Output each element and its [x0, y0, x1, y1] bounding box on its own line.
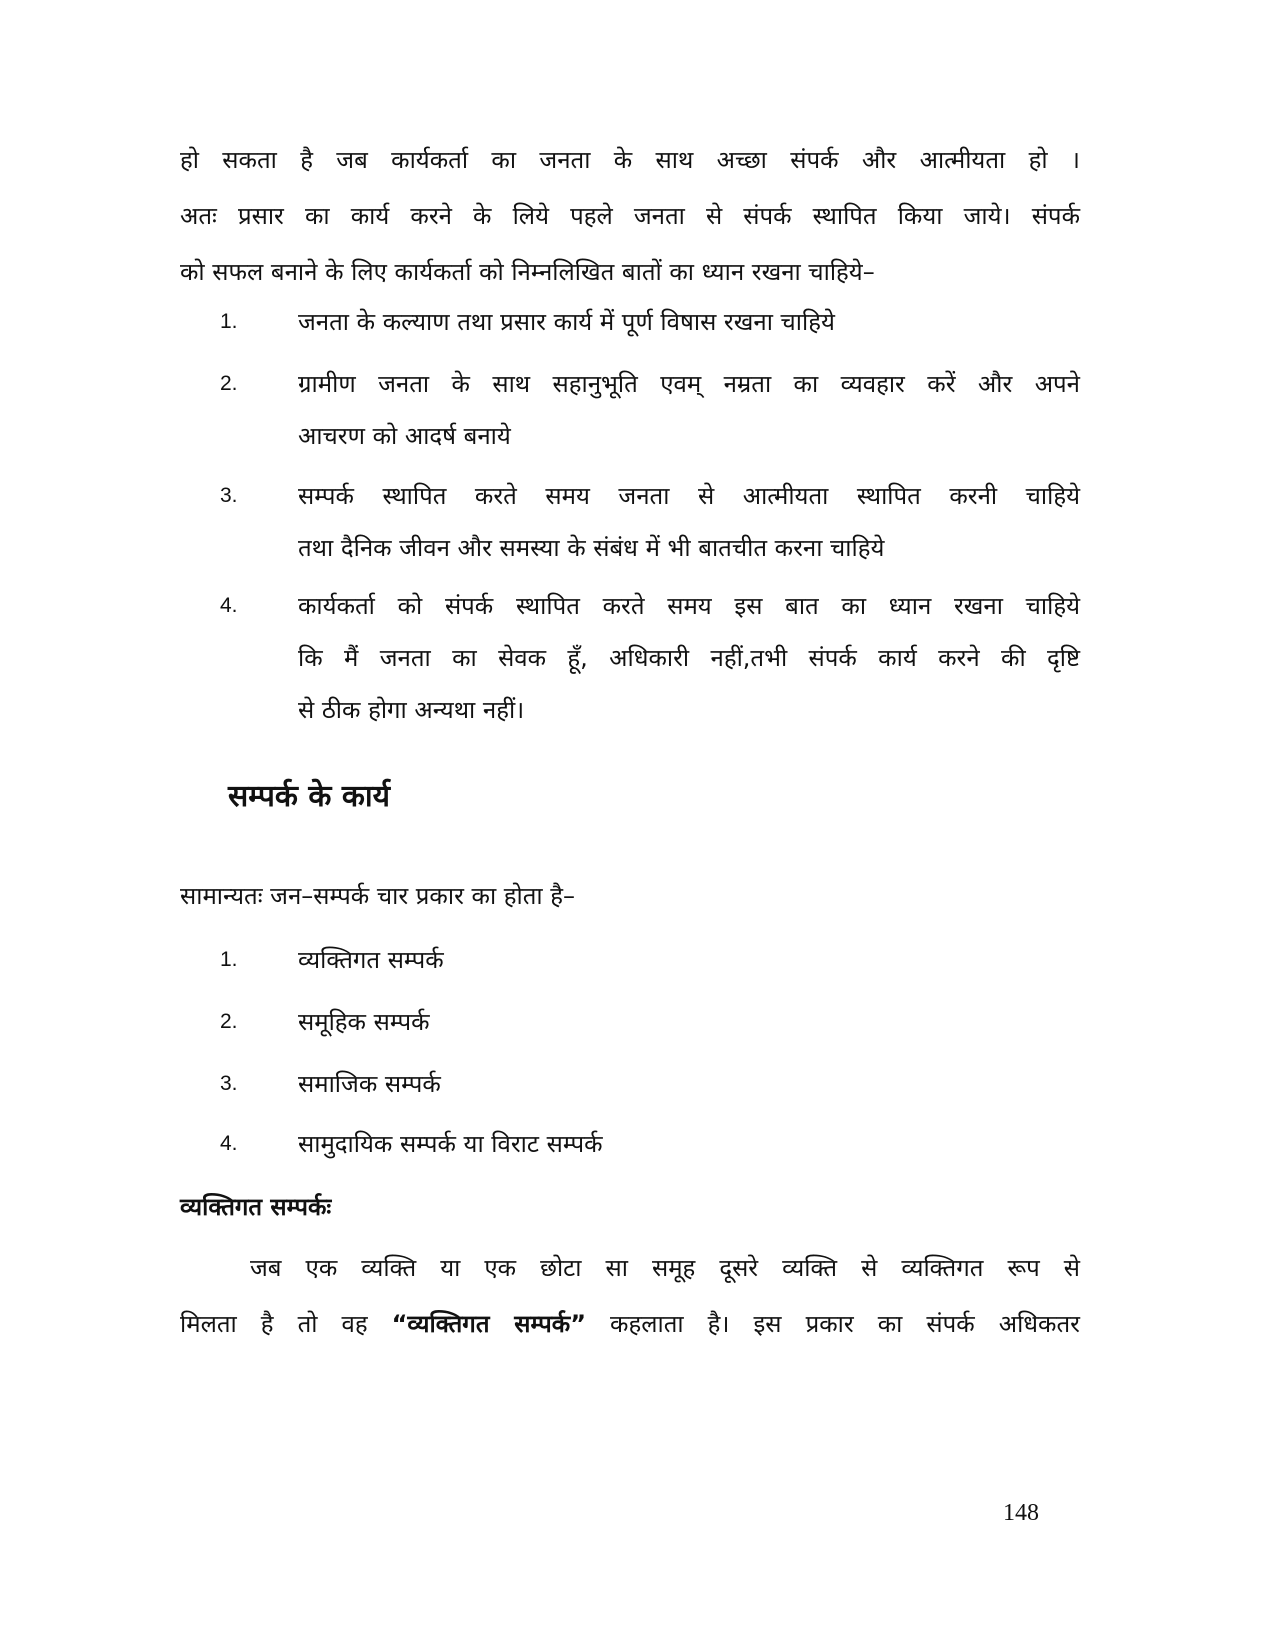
- types-intro: [180, 870, 1080, 922]
- sub-heading: व्यक्तिगत सम्पर्कः: [180, 1193, 332, 1221]
- list-text: कार्यकर्ता को संपर्क स्थापित करते समय इस बात का ध्यान रखना चाहिये कि मैं जनता का सेवक हूँ, अधिकारी नहीं,तभी संपर्क कार्य करने की दृष्टि से ठीक होगा अन्यथा नहीं।: [298, 592, 1080, 724]
- list-number: 3.: [220, 484, 238, 507]
- list-text: सम्पर्क स्थापित करते समय जनता से आत्मीयता स्थापित करनी चाहिये तथा दैनिक जीवन और समस्या के संबंध में भी बातचीत करना चाहिये: [298, 482, 1080, 562]
- intro-line: को सफल बनाने के लिए कार्यकर्ता को निम्नलिखित बातों का ध्यान रखना चाहिये–: [180, 258, 875, 286]
- list-number: 1.: [220, 310, 238, 333]
- page-number: 148: [1003, 1500, 1039, 1526]
- list-text: व्यक्तिगत सम्पर्क: [298, 946, 444, 974]
- list-number: 3.: [220, 1072, 238, 1095]
- list-text: ग्रामीण जनता के साथ सहानुभूति एवम् नम्रता का व्यवहार करें और अपने आचरण को आदर्ष बनाये: [298, 370, 1080, 450]
- intro-paragraph: [180, 132, 1080, 300]
- bold-term: “व्यक्तिगत सम्पर्क”: [391, 1310, 586, 1338]
- list-number: 4.: [220, 1132, 238, 1155]
- list-number: 4.: [220, 594, 238, 617]
- list-number: 2.: [220, 372, 238, 395]
- list-text: समाजिक सम्पर्क: [298, 1070, 441, 1098]
- list-number: 1.: [220, 948, 238, 971]
- section-heading: सम्पर्क के कार्य: [228, 779, 391, 814]
- closing-line: जब एक व्यक्ति या एक छोटा सा समूह दूसरे व्यक्ति से व्यक्तिगत रूप से: [250, 1254, 1080, 1282]
- list-text: सामुदायिक सम्पर्क या विराट सम्पर्क: [298, 1130, 603, 1158]
- list-number: 2.: [220, 1010, 238, 1033]
- intro-line: हो सकता है जब कार्यकर्ता का जनता के साथ अच्छा संपर्क और आत्मीयता हो ।: [180, 146, 1080, 174]
- intro-line: अतः प्रसार का कार्य करने के लिये पहले जनता से संपर्क स्थापित किया जाये। संपर्क: [180, 202, 1080, 230]
- closing-paragraph: [180, 1240, 1080, 1352]
- types-intro-text: सामान्यतः जन–सम्पर्क चार प्रकार का होता है–: [180, 882, 576, 910]
- closing-line: मिलता है तो वह “व्यक्तिगत सम्पर्क” कहलाता है। इस प्रकार का संपर्क अधिकतर: [180, 1310, 1080, 1338]
- list-text: जनता के कल्याण तथा प्रसार कार्य में पूर्ण विषास रखना चाहिये: [298, 308, 835, 336]
- list-text: समूहिक सम्पर्क: [298, 1008, 430, 1036]
